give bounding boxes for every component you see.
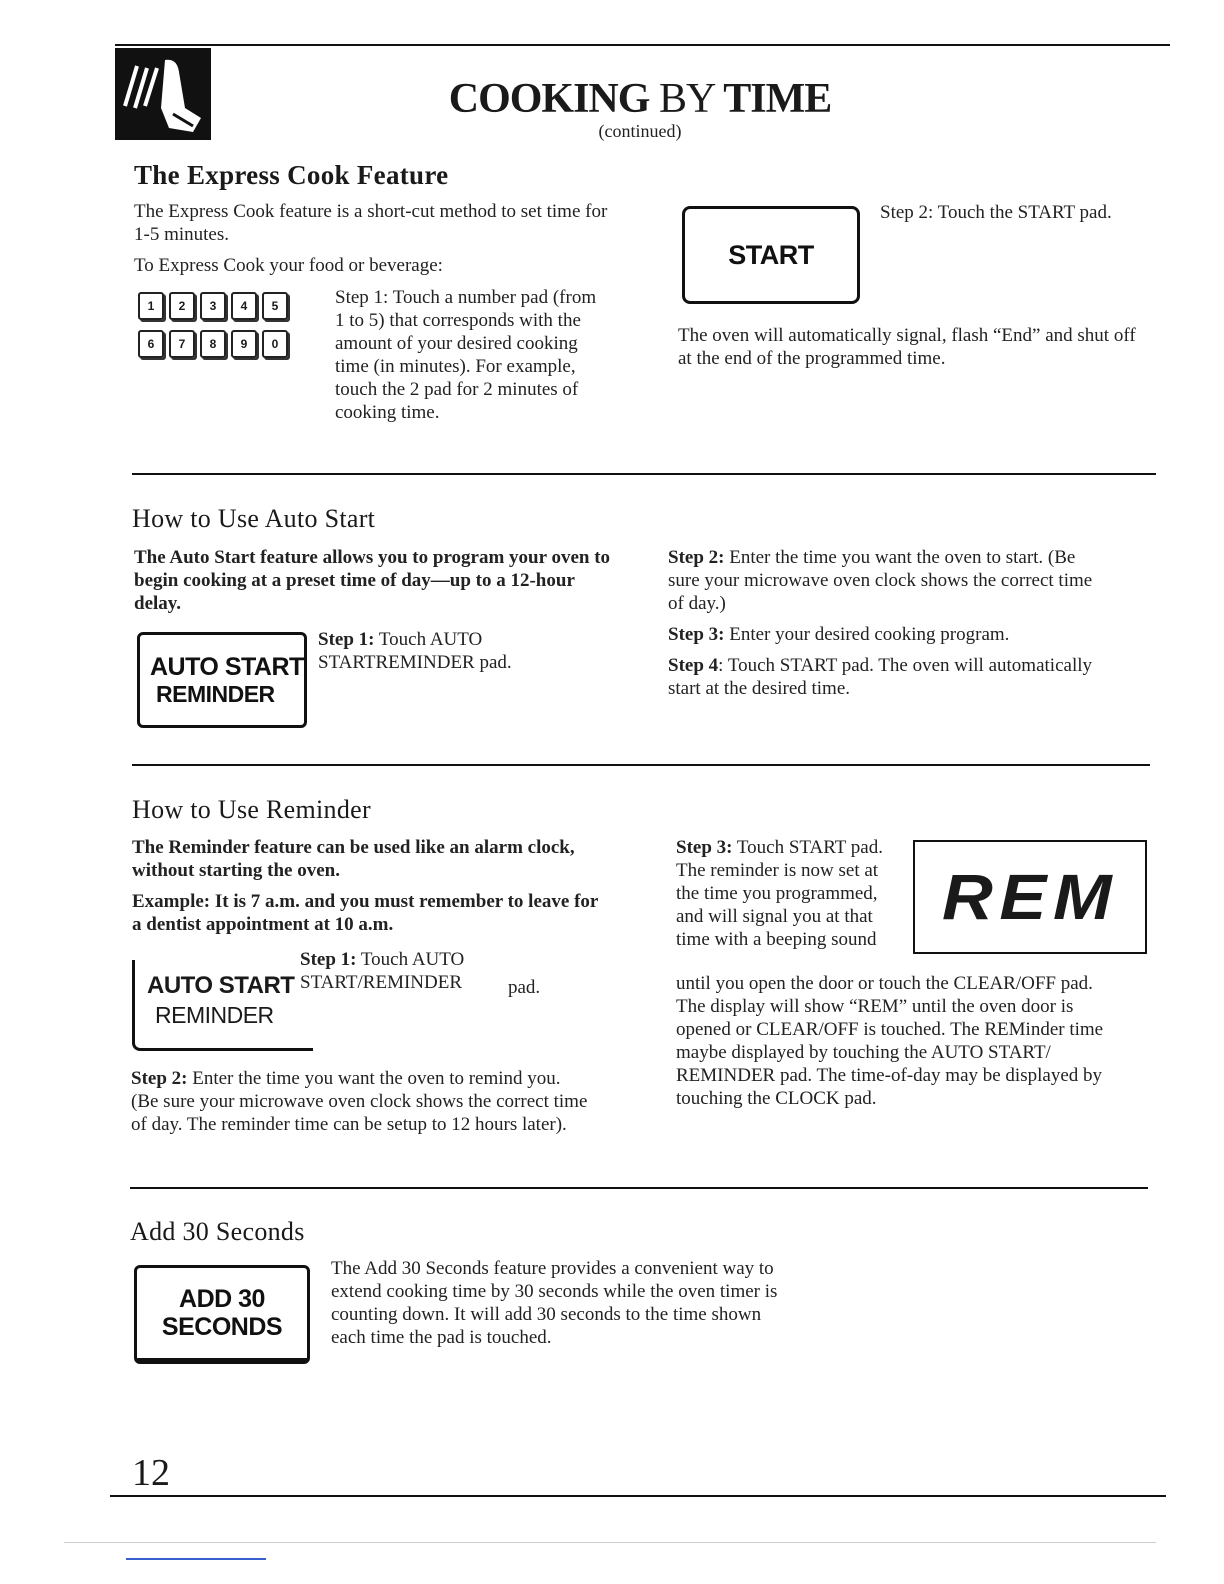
autostart-step2: Step 2: Enter the time you want the oven to start. (Be sure your microwave oven clock shows the correct time of day.) <box>668 547 1093 614</box>
number-key[interactable]: 8 <box>200 330 226 358</box>
page-number: 12 <box>132 1452 170 1494</box>
express-heading: The Express Cook Feature <box>134 160 449 190</box>
section-divider <box>132 473 1156 475</box>
number-key[interactable]: 9 <box>231 330 257 358</box>
keypad-row-2 <box>138 330 328 360</box>
number-key[interactable]: 0 <box>262 330 288 358</box>
number-key[interactable]: 1 <box>138 292 164 320</box>
pad-line-2: REMINDER <box>156 681 275 707</box>
start-pad[interactable] <box>682 206 860 304</box>
reminder-step3: Step 3: Touch START pad. The reminder is now set at the time you programmed, and will signal you at that time with a beeping sound <box>676 837 883 950</box>
footer-link-line <box>126 1558 266 1560</box>
number-keypad <box>138 292 328 360</box>
reminder-step1: Step 1: Touch AUTO START/REMINDER <box>300 949 465 993</box>
top-rule <box>115 44 1170 46</box>
reminder-step2: Step 2: Enter the time you want the oven to remind you. (Be sure your microwave oven clock shows the correct time of day. The reminder time can be setup to 12 hours later). <box>131 1068 588 1135</box>
number-key[interactable]: 4 <box>231 292 257 320</box>
section-divider <box>132 764 1150 766</box>
autostart-intro: The Auto Start feature allows you to program your oven to begin cooking at a preset time of day—up to a 12-hour delay. <box>134 547 611 614</box>
express-intro: The Express Cook feature is a short-cut method to set time for 1-5 minutes. To Express Cook your food or beverage: <box>134 201 608 276</box>
footer-faint-rule <box>64 1542 1156 1543</box>
add-30-seconds-pad[interactable] <box>134 1265 310 1364</box>
keypad-row-1 <box>138 292 328 322</box>
pad-line-1: AUTO START <box>150 653 304 681</box>
express-result: The oven will automatically signal, flash “End” and shut off at the end of the programmed time. <box>678 325 1136 369</box>
reminder-pad[interactable] <box>132 960 313 1051</box>
express-step1: Step 1: Touch a number pad (from 1 to 5) that corresponds with the amount of your desired cooking time (in minutes). For example, touch the 2 pad for 2 minutes of cooking time. <box>335 287 597 423</box>
autostart-step1: Step 1: Touch AUTO STARTREMINDER pad. <box>318 629 512 673</box>
page-title: COOKING BY TIME <box>448 76 832 122</box>
rem-display-text: REM <box>941 861 1119 933</box>
auto-start-reminder-pad[interactable] <box>137 632 307 728</box>
number-key[interactable]: 3 <box>200 292 226 320</box>
autostart-heading: How to Use Auto Start <box>132 504 376 533</box>
autostart-step4: Step 4: Touch START pad. The oven will automatically start at the desired time. <box>668 655 1092 699</box>
number-key[interactable]: 2 <box>169 292 195 320</box>
page-subtitle: (continued) <box>598 121 682 141</box>
autostart-steps-right <box>668 546 1108 708</box>
pad-line-1: ADD 30 <box>179 1285 265 1313</box>
number-key[interactable]: 7 <box>169 330 195 358</box>
add30-heading: Add 30 Seconds <box>130 1217 305 1246</box>
section-divider <box>130 1187 1148 1189</box>
autostart-step3: Step 3: Enter your desired cooking program. <box>668 624 1010 645</box>
reminder-step3-cont: until you open the door or touch the CLEAR/OFF pad. The display will show “REM” until the oven door is opened or CLEAR/OFF is touched. The REMinder time maybe displayed by touching the AUTO START/ REMINDER pad. The time-of-day may be displayed by touching the CLOCK pad. <box>676 973 1104 1109</box>
pad-line-1: AUTO START <box>147 972 295 999</box>
number-key[interactable]: 5 <box>262 292 288 320</box>
reminder-heading: How to Use Reminder <box>132 795 371 824</box>
footer-rule <box>110 1495 1166 1497</box>
reminder-step1-pad: pad. <box>508 977 541 998</box>
pad-line-2: REMINDER <box>155 1002 274 1028</box>
rem-display <box>913 840 1147 954</box>
express-step2: Step 2: Touch the START pad. <box>880 202 1112 223</box>
hand-touch-icon <box>115 48 211 140</box>
pad-line-2: SECONDS <box>161 1313 283 1341</box>
add30-text: The Add 30 Seconds feature provides a convenient way to extend cooking time by 30 seconds while the oven timer is counting down. It will add 30 seconds to the time shown each time the pad is touched. <box>331 1258 778 1348</box>
number-key[interactable]: 6 <box>138 330 164 358</box>
start-pad-label: START <box>728 239 814 270</box>
reminder-intro: The Reminder feature can be used like an alarm clock, without starting the oven. Example: It is 7 a.m. and you must remember to leave for a dentist appointment at 10 a.m. <box>132 837 598 935</box>
